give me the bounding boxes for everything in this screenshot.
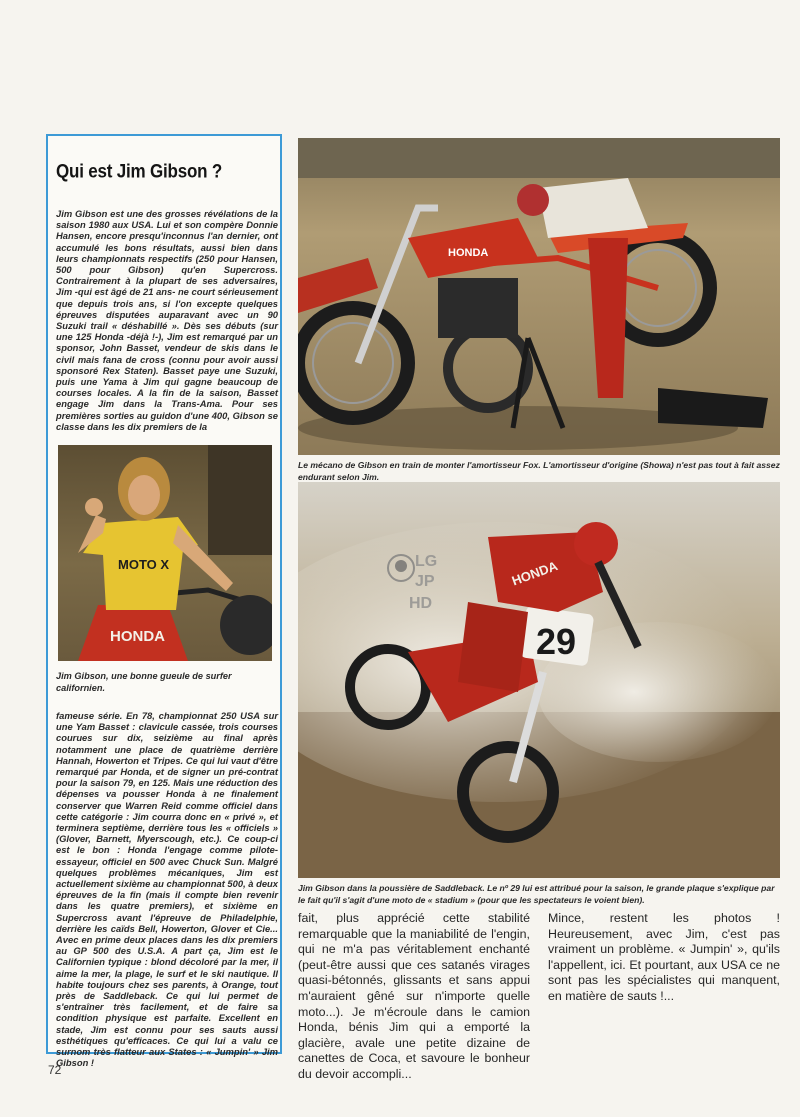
jersey-brand-text: HONDA — [509, 558, 560, 589]
rider-dust-photo — [298, 482, 780, 878]
shirt-text: MOTO X — [118, 557, 170, 572]
body-column-1: fait, plus apprécié cette stabilité remarquable que la maniabilité de l'engin, qui ne m'a pas véritablement enchanté (peut-être aussi que ces satanés virages quasi-bétonnés, glissants et sans appui m'auraient gêné sur n'importe quelle moto...). Je m'écroule dans le camion Honda, bénis Jim qui a emporté la glacière, avale une petite dizaine de canettes de Coca, et savoure le bonheur du devoir accompli... — [298, 911, 530, 1081]
body-column-2: Mince, restent les photos ! Heureusement, avec Jim, c'est pas vraiment un problème. « Jumpin' », qu'ils l'appellent, ici. Et pourtant, aux USA ce ne sont pas les spécialistes qui manquent, en matière de sauts !... — [548, 911, 780, 1003]
sidebar-paragraph-2: fameuse série. En 78, championnat 250 USA sur une Yam Basset : clavicule cassée, trois courses courues sur dix, seizième au final après notamment une place de quatrième derrière Hannah, Howerton et Tripes. Ce qui lui vaut d'être remarqué par Honda, et de signer un pré-contrat pour la saison 79, en 125. Mais une réduction des dépenses va pousser Honda à ne finalement conserver que Warren Reid comme officiel dans cette catégorie : Jim courra donc en « privé », et terminera septième, derrière tous les « officiels » (Glover, Barnett, Myerscough, etc.). Ce coup-ci est le bon : Honda l'engage comme pilote-essayeur, officiel en 500 avec Chuck Sun. Malgré quelques problèmes mécaniques, Jim est actuellement sixième au championnat 500, à deux épreuves de la fin (mais il compte bien revenir dans les quatre premiers), et sixième en Supercross avant l'épreuve de Philadelphie, derrière les caïds Bell, Howerton, Glover et Cie... Avec en prime deux places dans les dix premiers au GP 500 des U.S.A. A part ça, Jim est le Californien typique : blond décoloré par la mer, il aime la mer, la plage, le surf et le ski nautique. Il habite toujours chez ses parents, à Orange, tout près de Saddleback. Ce qui lui permet de s'entraîner très facilement, et de faire sa condition physique est parfaite. Excellent en stade, Jim est connu pour ses sauts aussi esthétiques qu'efficaces. Ce qui lui a valu ce surnom très flatteur aux States : « Jumpin' » Jim Gibson ! — [56, 710, 278, 1069]
tank-brand-text: HONDA — [448, 247, 489, 259]
watermark-line-1: LG — [415, 553, 438, 570]
mechanic-photo — [298, 138, 780, 455]
watermark-logo — [385, 546, 449, 614]
sidebar-paragraph-1: Jim Gibson est une des grosses révélations de la saison 1980 aux USA. Lui et son compère Donnie Hansen, encore presqu'inconnus l'an dernier, ont accumulé les bons résultats, aussi bien dans leurs championnats respectifs (250 pour Hansen, 500 pour Gibson) qu'en Supercross. Contrairement à la plupart de ses adversaires, Jim -qui est âgé de 21 ans- ne court sérieusement que depuis trois ans, si l'on excepte quelques épreuves disputées auparavant avec un 90 Suzuki trail « déshabillé ». Dès ses débuts (sur une 125 Honda -déjà !-), Jim est remarqué par un sponsor, John Basset, vendeur de skis dans le civil mais fana de cross (connu pour avoir aussi sponsoré Rex Staten). Basset paye une Suzuki, puis une Yama à Jim qui gagne beaucoup de courses locales. A la fin de la saison, Basset engage Jim dans la Trans-Ama. Pour ses premières sorties au guidon d'une 400, Gibson se classe dans les dix premiers de la — [56, 208, 278, 432]
pants-brand-text: HONDA — [110, 628, 165, 645]
portrait-photo — [58, 445, 272, 661]
sidebar-box — [46, 134, 282, 1069]
mechanic-photo-caption: Le mécano de Gibson en train de monter l'amortisseur Fox. L'amortisseur d'origine (Showa) n'est pas tout à fait assez endurant selon Jim. — [298, 460, 780, 482]
rider-photo-caption: Jim Gibson dans la poussière de Saddleback. Le nº 29 lui est attribué pour la saison, le grande plaque s'explique par le fait qu'il s'agit d'une moto de « stadium » (pour que les spectateurs le voient bien). — [298, 883, 775, 905]
watermark-line-3: HD — [409, 595, 433, 612]
page-number: 72 — [48, 1063, 62, 1077]
watermark-line-2: JP — [415, 573, 435, 590]
race-number: 29 — [536, 621, 577, 662]
portrait-caption: Jim Gibson, une bonne gueule de surfer californien. — [56, 671, 232, 693]
sidebar-title: Qui est Jim Gibson ? — [56, 160, 223, 182]
